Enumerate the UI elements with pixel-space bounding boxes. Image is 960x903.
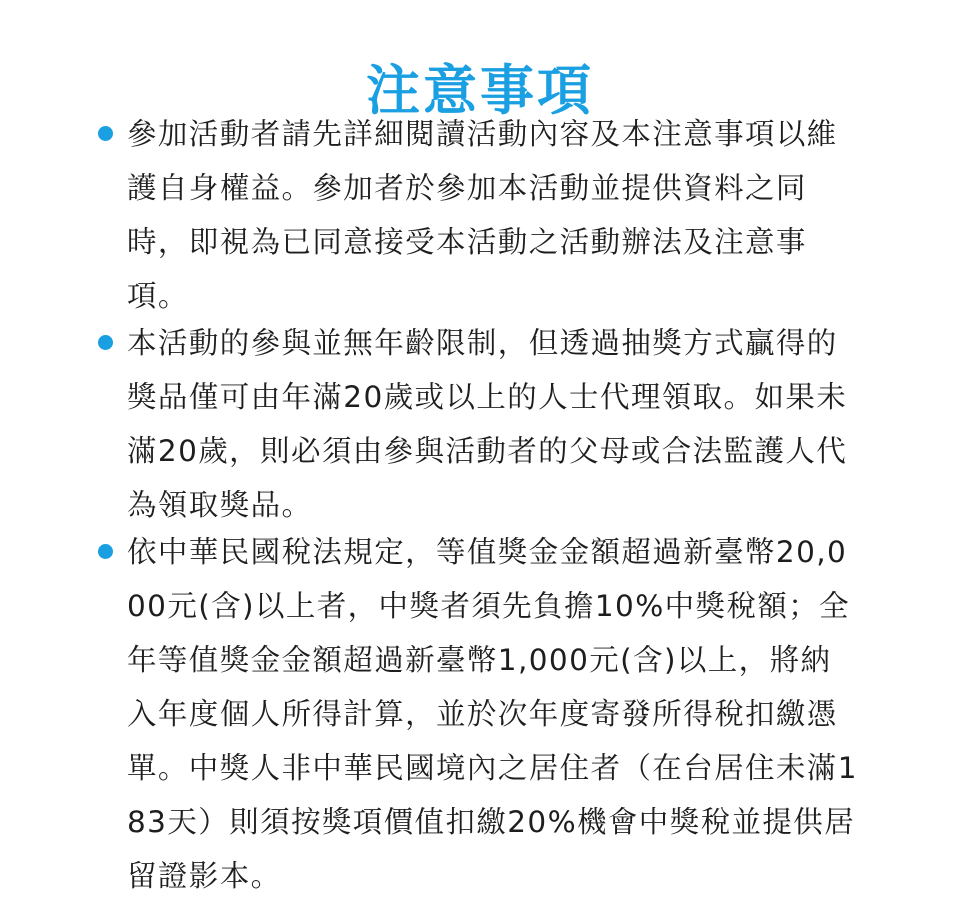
bullet-dot-icon	[98, 335, 113, 350]
page-title: 注意事項	[366, 59, 594, 123]
notice-text: 參加活動者請先詳細閱讀活動內容及本注意事項以維護自身權益。參加者於參加本活動並提供資料之同時，即視為已同意接受本活動之活動辦法及注意事項。	[127, 117, 838, 313]
bullet-dot-icon	[98, 126, 113, 141]
bullet-dot-icon	[98, 544, 113, 559]
notice-text: 依中華民國稅法規定，等值獎金金額超過新臺幣20,000元(含)以上者，中獎者須先負擔10%中獎稅額；全年等值獎金金額超過新臺幣1,000元(含)以上，將納入年度個人所得計算，並於次年度寄發所得稅扣繳憑單。中獎人非中華民國境內之居住者（在台居住未滿183天）則須按獎項價值扣繳20%機會中獎稅並提供居留證影本。	[127, 535, 858, 893]
notice-text: 本活動的參與並無年齡限制，但透過抽獎方式贏得的獎品僅可由年滿20歲或以上的人士代理領取。如果未滿20歲，則必須由參與活動者的父母或合法監護人代為領取獎品。	[127, 326, 848, 522]
